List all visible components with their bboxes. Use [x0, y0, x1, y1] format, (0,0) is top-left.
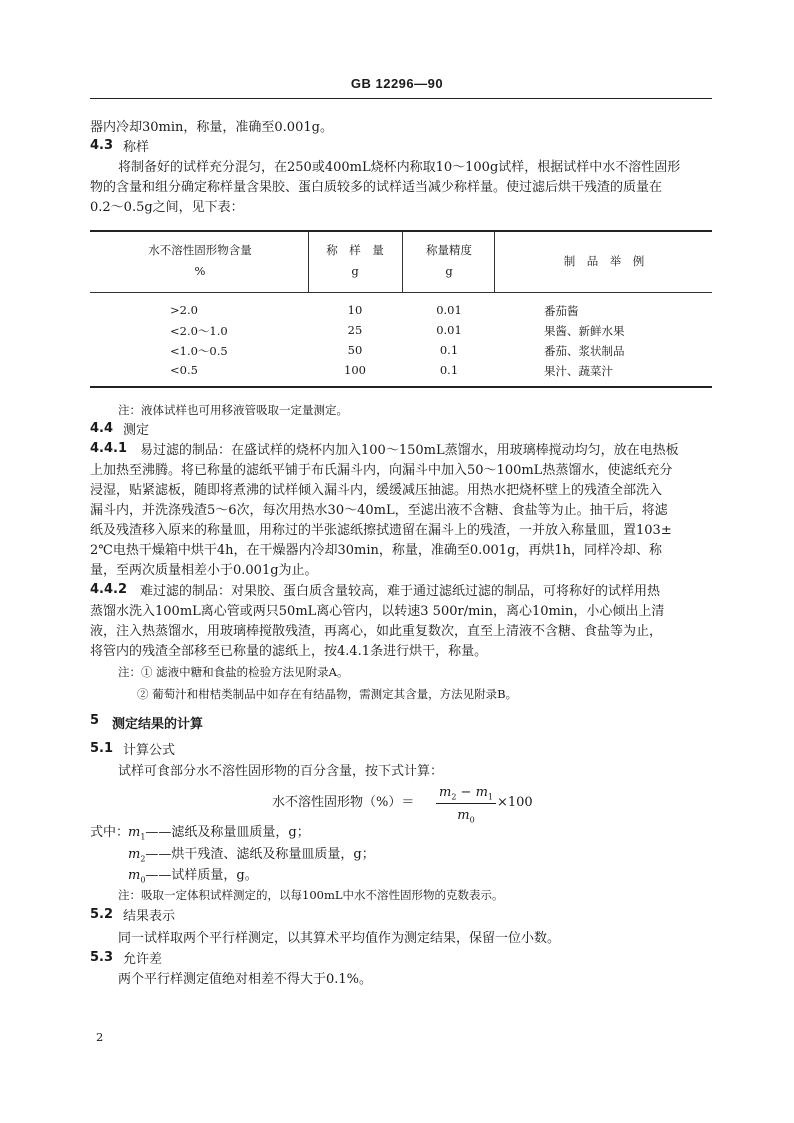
section-4-4-1-line6: 2℃电热干燥箱中烘干4h，在干燥器内冷却30min，称量，准确至0.001g，再烘1h，同样冷却、称 — [90, 543, 663, 558]
header-content-unit: % — [194, 264, 206, 278]
formula-denominator — [436, 806, 496, 830]
section-4-3-para-line2: 物的含量和组分确定称样量含果胶、蛋白质较多的试样适当减少称样量。使过滤后烘干残渣的质量在 — [90, 180, 663, 195]
header-examples: 制 品 举 例 — [563, 254, 645, 268]
section-5-1-text: 试样可食部分水不溶性固形物的百分含量，按下式计算： — [118, 764, 444, 779]
section-5-2-number: 5.2 — [90, 907, 114, 922]
var1-sub: 1 — [140, 832, 146, 842]
section-5-3-title: 允许差 — [123, 952, 163, 967]
var2-desc: ——烘干残渣、滤纸及称量皿质量，g； — [145, 847, 375, 862]
table-cell-weight: 25 — [347, 323, 363, 337]
header-content: 水不溶性固形物含量 — [148, 243, 252, 257]
table-cell-precision: 0.01 — [436, 323, 462, 337]
formula-num-var-a: m — [438, 785, 452, 800]
section-5-2-title: 结果表示 — [123, 909, 176, 924]
section-4-4-2-number: 4.4.2 — [90, 582, 128, 597]
section-4-4-1-line2: 上加热至沸腾。将已称量的滤纸平铺于布氏漏斗内，向漏斗中加入50～100mL热蒸馏水，使滤纸充分 — [90, 463, 673, 478]
section-5-note: 注：吸取一定体积试样测定的，以每100mL中水不溶性固形物的克数表示。 — [118, 888, 504, 902]
formula-den-sub: 0 — [469, 815, 475, 825]
section-5-number: 5 — [90, 713, 100, 728]
header-weight-unit: g — [351, 264, 359, 278]
table-cell-content: <0.5 — [170, 363, 198, 377]
formula-num-sub-a: 2 — [451, 792, 457, 802]
var2-symbol: m — [128, 847, 141, 862]
section-4-4-number: 4.4 — [90, 421, 114, 436]
table-cell-example: 番茄、浆状制品 — [544, 344, 625, 358]
section-4-4-title: 测定 — [123, 423, 150, 438]
table-cell-weight: 10 — [347, 303, 363, 317]
table-note: 注：液体试样也可用移液管吸取一定量测定。 — [118, 403, 348, 417]
section-4-4-1-number: 4.4.1 — [90, 441, 128, 456]
table-cell-content: >2.0 — [170, 303, 198, 317]
section-4-4-1-line4: 漏斗内，并洗涤残渣5～6次，每次用热水30～40mL，至滤出液不含糖、食盐等为止。抽干后，将滤 — [90, 503, 668, 518]
section-4-4-2-line2: 蒸馏水洗入100mL离心管或两只50mL离心管内，以转速3 500r/min，离心10min，小心倾出上清 — [90, 604, 665, 619]
section-4-4-2-line4: 将管内的残渣全部移至已称量的滤纸上，按4.4.1条进行烘干，称量。 — [90, 644, 488, 659]
section-5-title: 测定结果的计算 — [112, 717, 204, 732]
section-4-3-para-line3: 0.2～0.5g之间，见下表： — [90, 200, 244, 215]
header-precision-unit: g — [445, 264, 453, 278]
formula-num-sub-b: 1 — [487, 792, 493, 802]
section-4-4-1-line1: 易过滤的制品：在盛试样的烧杯内加入100～150mL蒸馏水，用玻璃棒搅动均匀，放在电热板 — [140, 443, 679, 458]
formula-tail: ×100 — [497, 795, 533, 810]
section-4-3-title: 称样 — [123, 140, 150, 155]
where-label: 式中： — [90, 825, 130, 840]
formula-lhs: 水不溶性固形物（%）＝ — [272, 795, 415, 810]
table-cell-precision: 0.1 — [439, 363, 459, 377]
table-cell-example: 果酱、新鲜水果 — [544, 324, 625, 338]
section-5-2-text: 同一试样取两个平行样测定，以其算术平均值作为测定结果，保留一位小数。 — [118, 931, 561, 946]
var2-sub: 2 — [140, 854, 146, 864]
table-col-divider — [402, 232, 403, 292]
header-precision: 称量精度 — [426, 243, 472, 257]
section-4-4-2-line1: 难过滤的制品：对果胶、蛋白质含量较高，难于通过滤纸过滤的制品，可将称好的试样用热 — [140, 584, 661, 599]
section-4-3-para-line1: 将制备好的试样充分混匀，在250或400mL烧杯内称取10～100g试样，根据试样中水不溶性固形 — [118, 160, 681, 175]
section-4-4-note2: ② 葡萄汁和柑桔类制品中如存在有结晶物，需测定其含量，方法见附录B。 — [137, 687, 518, 701]
formula-den-var: m — [457, 808, 470, 823]
formula-num-op: − — [456, 785, 476, 800]
formula-fraction-bar — [436, 803, 496, 804]
page-number: 2 — [96, 1030, 104, 1044]
table-cell-precision: 0.01 — [436, 303, 462, 317]
header-weight: 称 样 量 — [326, 243, 384, 257]
section-4-4-1-line7: 量，至两次质量相差小于0.001g为止。 — [90, 563, 318, 578]
section-4-4-note1: 注：① 滤液中糖和食盐的检验方法见附录A。 — [118, 665, 349, 679]
table-cell-content: <2.0～1.0 — [170, 324, 228, 338]
table-header-rule — [90, 292, 712, 293]
document-code: GB 12296—90 — [350, 76, 444, 91]
table-cell-example: 番茄酱 — [544, 304, 579, 318]
var3-symbol: m — [128, 868, 141, 883]
table-cell-weight: 100 — [344, 363, 366, 377]
section-5-3-text: 两个平行样测定值绝对相差不得大于0.1%。 — [118, 972, 373, 987]
table-cell-content: <1.0～0.5 — [170, 344, 228, 358]
section-4-4-1-line3: 浸湿，贴紧滤板，随即将煮沸的试样倾入漏斗内，缓缓减压抽滤。用热水把烧杯壁上的残渣全部洗入 — [90, 483, 663, 498]
table-col-divider — [494, 232, 495, 292]
table-bottom-rule — [90, 386, 712, 388]
var3-sub: 0 — [140, 875, 146, 885]
table-cell-precision: 0.1 — [439, 343, 459, 357]
var3-desc: ——试样质量，g。 — [145, 868, 258, 883]
section-5-3-number: 5.3 — [90, 950, 114, 965]
table-col-divider — [308, 232, 309, 292]
intro-line: 器内冷却30min，称量，准确至0.001g。 — [90, 120, 333, 135]
section-5-1-number: 5.1 — [90, 741, 114, 756]
section-4-4-2-line3: 液，注入热蒸馏水，用玻璃棒搅散残渣，再离心，如此重复数次，直至上清液不含糖、食盐等为止， — [90, 624, 663, 639]
section-4-4-1-line5: 纸及残渣移入原来的称量皿，用称过的半张滤纸擦拭遗留在漏斗上的残渣，一并放入称量皿，置103± — [90, 523, 672, 538]
table-top-rule — [90, 230, 712, 232]
section-5-1-title: 计算公式 — [123, 743, 176, 758]
var1-symbol: m — [128, 825, 141, 840]
variable-m1 — [128, 823, 310, 847]
header-rule — [90, 98, 712, 99]
table-cell-weight: 50 — [347, 343, 363, 357]
var1-desc: ——滤纸及称量皿质量，g； — [145, 825, 310, 840]
formula-num-var-b: m — [475, 785, 488, 800]
table-cell-example: 果汁、蔬菜汁 — [544, 364, 613, 378]
section-4-3-number: 4.3 — [90, 138, 114, 153]
